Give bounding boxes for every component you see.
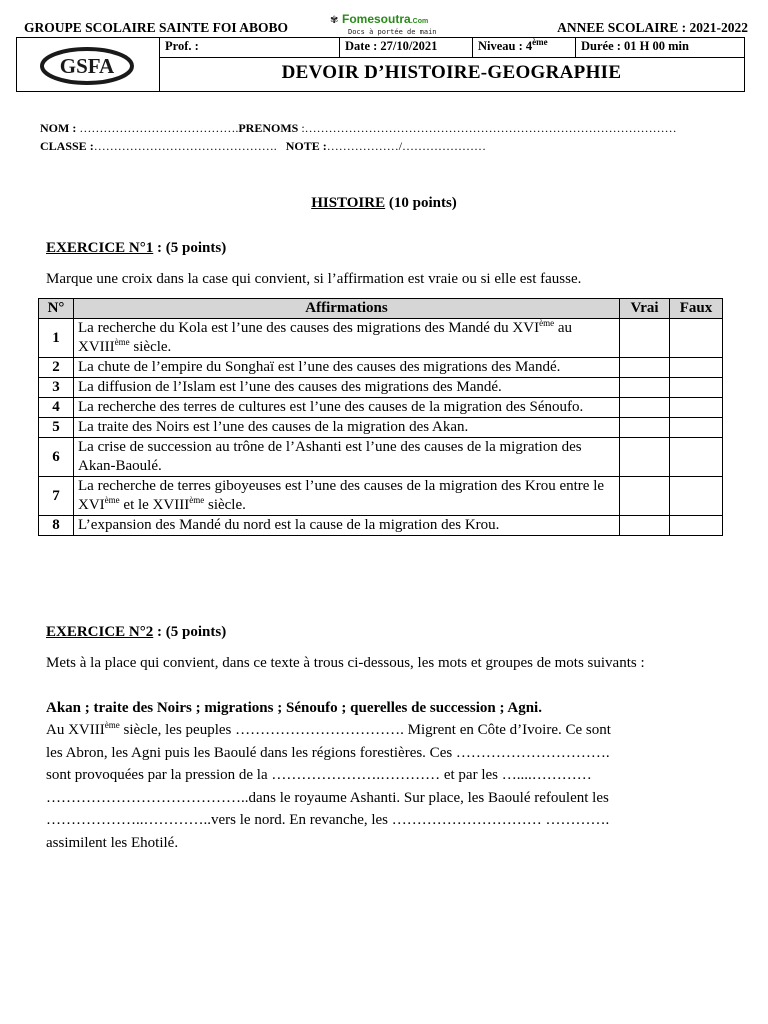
table-header-row <box>39 299 723 319</box>
row-affirmation: La diffusion de l’Islam est l’une des causes des migrations des Mandé. <box>74 378 620 398</box>
col-vrai: Vrai <box>620 299 670 319</box>
vrai-checkbox[interactable] <box>620 319 670 358</box>
text-line: sont provoquées par la pression de la ………………….………… et par les …....………… <box>46 767 592 783</box>
histoire-title: HISTOIRE (10 points) <box>311 195 457 211</box>
col-number: N° <box>39 299 74 319</box>
row-affirmation: La chute de l’empire du Songhaï est l’une des causes des migrations des Mandé. <box>74 358 620 378</box>
row-affirmation: La recherche de terres giboyeuses est l’une des causes de la migration des Krou entre le XVIème et le XVIIIème siècle. <box>74 477 620 516</box>
table-row <box>39 378 723 398</box>
table-row <box>39 319 723 358</box>
word-list: Akan ; traite des Noirs ; migrations ; Sénoufo ; querelles de succession ; Agni. <box>46 700 542 716</box>
classe-line: CLASSE :………………………………………. NOTE :………………/………………… <box>40 139 487 153</box>
row-affirmation: L’expansion des Mandé du nord est la cause de la migration des Krou. <box>74 516 620 536</box>
row-number: 8 <box>39 516 74 536</box>
date-field: Date : 27/10/2021 <box>345 39 438 53</box>
exercice1-title: EXERCICE N°1 : (5 points) <box>46 240 227 256</box>
school-year: ANNEE SCOLAIRE : 2021-2022 <box>557 20 748 35</box>
faux-checkbox[interactable] <box>670 477 723 516</box>
vrai-checkbox[interactable] <box>620 398 670 418</box>
vrai-checkbox[interactable] <box>620 358 670 378</box>
table-row <box>39 398 723 418</box>
affirmations-table <box>38 298 723 536</box>
fill-in-text <box>46 719 730 854</box>
exercice1-instruction: Marque une croix dans la case qui convient, si l’affirmation est vraie ou si elle est fausse. <box>46 271 582 287</box>
prof-field: Prof. : <box>165 39 199 53</box>
row-number: 3 <box>39 378 74 398</box>
table-row <box>39 477 723 516</box>
school-logo <box>27 41 147 89</box>
faux-checkbox[interactable] <box>670 418 723 438</box>
row-affirmation: La crise de succession au trône de l’Ashanti est l’une des causes de la migration des Akan-Baoulé. <box>74 438 620 477</box>
faux-checkbox[interactable] <box>670 319 723 358</box>
vrai-checkbox[interactable] <box>620 418 670 438</box>
vrai-checkbox[interactable] <box>620 378 670 398</box>
exercice2-title: EXERCICE N°2 : (5 points) <box>46 624 227 640</box>
table-row <box>39 418 723 438</box>
text-line: ………………..…………..vers le nord. En revanche, les ………………………… …………. <box>46 812 610 828</box>
logo-text: GSFA <box>59 54 115 78</box>
text-line: assimilent les Ehotilé. <box>46 834 179 851</box>
faux-checkbox[interactable] <box>670 358 723 378</box>
row-affirmation: La recherche du Kola est l’une des causes des migrations des Mandé du XVIème au XVIIIème siècle. <box>74 319 620 358</box>
brand-name: Fomesoutra.Com <box>342 12 429 26</box>
row-number: 7 <box>39 477 74 516</box>
row-number: 6 <box>39 438 74 477</box>
vrai-checkbox[interactable] <box>620 477 670 516</box>
header-box <box>16 37 745 92</box>
niveau-field: Niveau : 4ème <box>478 36 548 53</box>
text-line: les Abron, les Agni puis les Baoulé dans les régions forestières. Ces …………………………. <box>46 744 610 761</box>
row-number: 2 <box>39 358 74 378</box>
col-affirmations: Affirmations <box>74 299 620 319</box>
row-number: 5 <box>39 418 74 438</box>
text-line: Au XVIIIème siècle, les peuples ……………………………. Migrent en Côte d’Ivoire. Ce sont <box>46 720 611 738</box>
nom-line: NOM : ………………………………….PRENOMS :………………………………………………………………………………… <box>40 121 677 135</box>
faux-checkbox[interactable] <box>670 438 723 477</box>
table-row <box>39 358 723 378</box>
leaf-icon: ✾ <box>330 15 339 26</box>
faux-checkbox[interactable] <box>670 378 723 398</box>
vrai-checkbox[interactable] <box>620 516 670 536</box>
faux-checkbox[interactable] <box>670 398 723 418</box>
document-title: DEVOIR D’HISTOIRE-GEOGRAPHIE <box>281 62 622 83</box>
table-row <box>39 516 723 536</box>
exercice2-instruction: Mets à la place qui convient, dans ce texte à trous ci-dessous, les mots et groupes de mots suivants : <box>46 655 645 671</box>
vrai-checkbox[interactable] <box>620 438 670 477</box>
table-row <box>39 438 723 477</box>
school-name: GROUPE SCOLAIRE SAINTE FOI ABOBO <box>24 20 289 35</box>
row-affirmation: La recherche des terres de cultures est l’une des causes de la migration des Sénoufo. <box>74 398 620 418</box>
col-faux: Faux <box>670 299 723 319</box>
row-number: 4 <box>39 398 74 418</box>
row-affirmation: La traite des Noirs est l’une des causes de la migration des Akan. <box>74 418 620 438</box>
row-number: 1 <box>39 319 74 358</box>
fomesoutra-logo <box>328 12 444 40</box>
brand-tagline: Docs à portée de main <box>348 28 437 36</box>
faux-checkbox[interactable] <box>670 516 723 536</box>
duree-field: Durée : 01 H 00 min <box>581 39 689 53</box>
text-line: …………………………………..dans le royaume Ashanti. Sur place, les Baoulé refoulent les <box>46 789 609 806</box>
